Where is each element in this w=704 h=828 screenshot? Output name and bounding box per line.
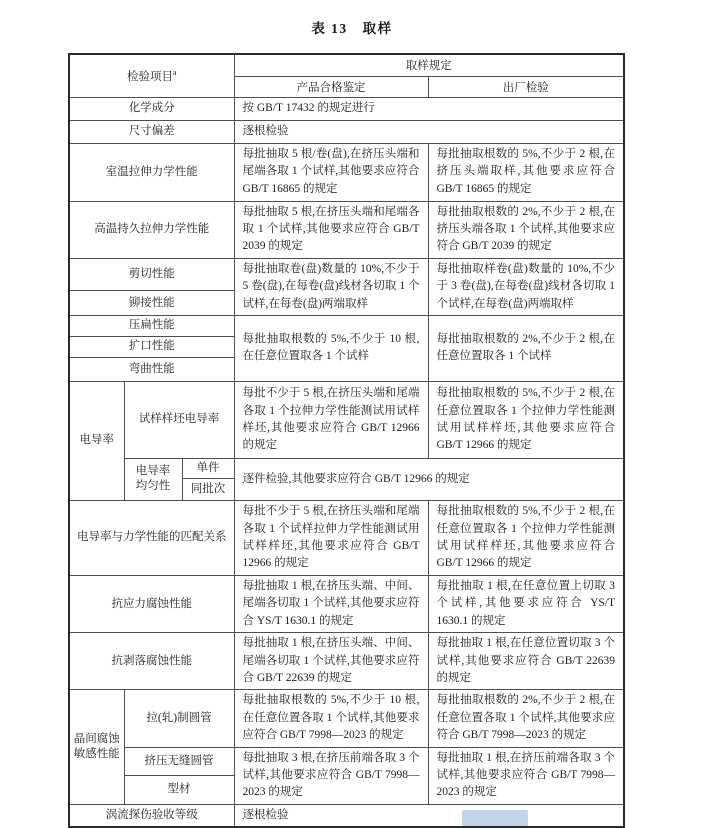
row-exfoliation-corrosion-factory: 每批抽取 1 根,在任意位置切取 3 个试样,其他要求应符合 GB/T 22639 的规定 (428, 633, 624, 690)
header-inspection-item-text: 检验项目 (126, 70, 173, 83)
header-inspection-item (69, 54, 234, 97)
header-col-qualification: 产品合格鉴定 (234, 76, 428, 97)
group-intergranular-label-line2: 敏感性能 (73, 748, 120, 761)
row-matching-label: 电导率与力学性能的匹配关系 (69, 500, 234, 575)
row-chemical-value: 按 GB/T 17432 的规定进行 (234, 97, 624, 120)
row-uniformity-label-line1: 电导率 (135, 465, 171, 478)
row-high-temp-tensile (69, 201, 624, 258)
row-bend-label: 弯曲性能 (69, 357, 234, 381)
group-conductivity-label: 电导率 (69, 381, 124, 500)
row-eddy-current-value: 逐根检验 (234, 804, 624, 827)
row-stress-corrosion-factory: 每批抽取 1 根,在任意位置上切取 3 个试样,其他要求应符合 YS/T 1630.1 的规定 (428, 575, 624, 632)
table-title: 表 13 取样 (311, 21, 393, 36)
row-rivet-label: 铆接性能 (69, 291, 234, 316)
row-exfoliation-corrosion-qualification: 每批抽取 1 根,在挤压头端、中间、尾端各切取 1 个试样,其他要求应符合 GB/T 22639 的规定 (234, 633, 428, 690)
row-matching-qualification: 每批不少于 5 根,在挤压头端和尾端各取 1 个试样拉伸力学性能测试用试样样坯,其他要求应符合 GB/T 12966 的规定 (234, 500, 428, 575)
row-flatten-group-qualification: 每批抽取根数的 5%,不少于 10 根,在任意位置取各 1 个试样 (234, 315, 428, 381)
row-flatten-group-factory: 每批抽取根数的 2%,不少于 2 根,在任意位置取各 1 个试样 (428, 315, 624, 381)
row-drawn-tube-factory: 每批抽取根数的 2%,不少于 2 根,在任意位置各取 1 个试样,其他要求应符合 GB/T 7998—2023 的规定 (428, 690, 624, 747)
row-sample-blank-conductivity-factory: 每批抽取根数的 5%,不少于 2 根,在任意位置取各 1 个拉伸力学性能测试用试样样坯,其他要求应符合 GB/T 12966 的规定 (428, 381, 624, 458)
header-col-factory: 出厂检验 (428, 76, 624, 97)
row-uniformity-label-line2: 均匀性 (135, 480, 171, 493)
row-uniformity-single-label: 单件 (182, 458, 234, 478)
row-high-temp-tensile-label: 高温持久拉伸力学性能 (69, 201, 234, 258)
row-matching-factory: 每批抽取根数的 5%,不少于 2 根,在任意位置取各 1 个拉伸力学性能测试用试样样坯,其他要求应符合 GB/T 12966 的规定 (428, 500, 624, 575)
row-room-tensile-label: 室温拉伸力学性能 (69, 143, 234, 201)
row-drawn-tube-qualification: 每批抽取根数的 5%,不少于 10 根,在任意位置各取 1 个试样,其他要求应符合 GB/T 7998—2023 的规定 (234, 690, 428, 747)
row-sample-blank-conductivity (69, 381, 624, 458)
row-room-tensile-factory: 每批抽取根数的 5%,不少于 2 根,在挤压头端取样,其他要求应符合 GB/T 16865 的规定 (428, 143, 624, 201)
group-intergranular-label (69, 690, 124, 804)
row-extruded-tube (69, 747, 624, 775)
row-exfoliation-corrosion-label: 抗剥落腐蚀性能 (69, 633, 234, 690)
row-sample-blank-conductivity-label: 试样样坯电导率 (124, 381, 234, 458)
sampling-table-container (68, 53, 625, 828)
row-exfoliation-corrosion (69, 633, 624, 690)
row-shear-rivet-factory: 每批抽取样卷(盘)数量的 10%,不少于 3 卷(盘),在每卷(盘)线材各切取 1 个试样,在每卷(盘)两端取样 (428, 258, 624, 315)
row-chemical-label: 化学成分 (69, 97, 234, 120)
row-uniformity-label (124, 458, 182, 500)
footnote-marker-a: a (172, 67, 177, 77)
group-intergranular-label-line1: 晶间腐蚀 (73, 733, 120, 746)
row-eddy-current (69, 804, 624, 827)
row-shear-rivet-qualification: 每批抽取卷(盘)数量的 10%,不少于 5 卷(盘),在每卷(盘)线材各切取 1 个试样,在每卷(盘)两端取样 (234, 258, 428, 315)
row-shear-label: 剪切性能 (69, 258, 234, 291)
row-chemical (69, 97, 624, 120)
row-flatten-label: 压扁性能 (69, 315, 234, 336)
row-matching (69, 500, 624, 575)
row-dimension (69, 120, 624, 143)
row-high-temp-tensile-qualification: 每批抽取 5 根,在挤压头端和尾端各取 1 个试样,其他要求应符合 GB/T 2039 的规定 (234, 201, 428, 258)
row-drawn-tube-label: 拉(轧)制圆管 (124, 690, 234, 747)
row-stress-corrosion (69, 575, 624, 632)
sampling-table (68, 53, 625, 828)
watermark-logo (462, 810, 528, 826)
row-sample-blank-conductivity-qualification: 每批不少于 5 根,在挤压头端和尾端各取 1 个拉伸力学性能测试用试样样坯,其他要求应符合 GB/T 12966 的规定 (234, 381, 428, 458)
row-extruded-group-factory: 每批抽取 1 根,在挤压前端各取 3 个试样,其他要求应符合 GB/T 7998—2023 的规定 (428, 747, 624, 804)
row-flatten (69, 315, 624, 336)
row-dimension-value: 逐根检验 (234, 120, 624, 143)
row-high-temp-tensile-factory: 每批抽取根数的 2%,不少于 2 根,在挤压头端各取 1 个试样,其他要求应符合 GB/T 2039 的规定 (428, 201, 624, 258)
row-drawn-tube (69, 690, 624, 747)
row-room-tensile-qualification: 每批抽取 5 根/卷(盘),在挤压头端和尾端各取 1 个试样,其他要求应符合 GB/T 16865 的规定 (234, 143, 428, 201)
header-row-1 (69, 54, 624, 76)
header-sampling-regulation: 取样规定 (234, 54, 624, 76)
row-extruded-group-qualification: 每批抽取 3 根,在挤压前端各取 3 个试样,其他要求应符合 GB/T 7998—2023 的规定 (234, 747, 428, 804)
row-uniformity-batch-label: 同批次 (182, 478, 234, 500)
row-stress-corrosion-qualification: 每批抽取 1 根,在挤压头端、中间、尾端各切取 1 个试样,其他要求应符合 YS/T 1630.1 的规定 (234, 575, 428, 632)
row-stress-corrosion-label: 抗应力腐蚀性能 (69, 575, 234, 632)
row-flare-label: 扩口性能 (69, 336, 234, 357)
row-eddy-current-label: 涡流探伤验收等级 (69, 804, 234, 827)
row-profile-label: 型材 (124, 775, 234, 804)
row-uniformity-value: 逐件检验,其他要求应符合 GB/T 12966 的规定 (234, 458, 624, 500)
row-uniformity-single (69, 458, 624, 478)
row-dimension-label: 尺寸偏差 (69, 120, 234, 143)
row-extruded-tube-label: 挤压无缝圆管 (124, 747, 234, 775)
row-room-tensile (69, 143, 624, 201)
row-shear (69, 258, 624, 291)
